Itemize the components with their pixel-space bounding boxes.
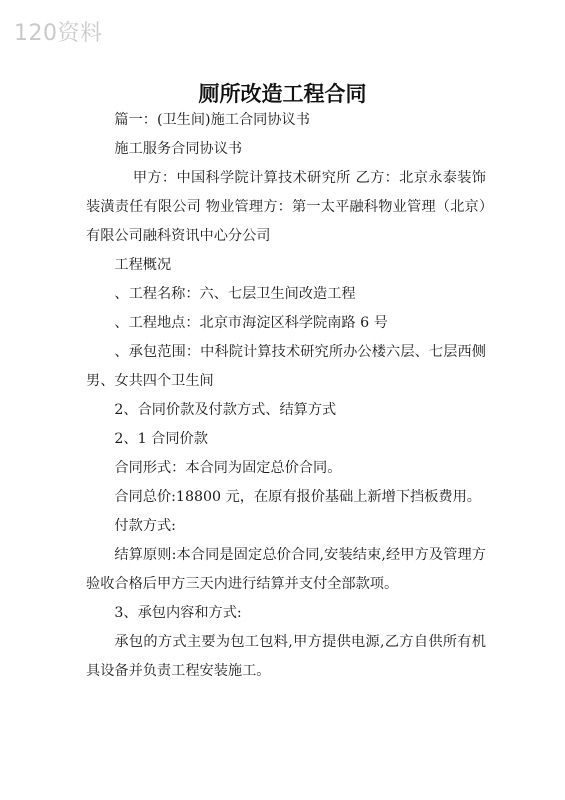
paragraph-contract-price-heading: 2、1 合同价款 bbox=[114, 431, 208, 447]
paragraph-contract-total: 合同总价:18800 元，在原有报价基础上新增下挡板费用。 bbox=[114, 489, 481, 505]
paragraph-contract-method: 承包的方式主要为包工包料,甲方提供电源,乙方自供所有机具设备并负责工程安装施工。 bbox=[86, 634, 486, 679]
paragraph-contract-scope: 、承包范围：中科院计算技术研究所办公楼六层、七层西侧男、女共四个卫生间 bbox=[86, 344, 486, 389]
paragraph-contract-form: 合同形式：本合同为固定总价合同。 bbox=[114, 460, 342, 476]
paragraph-project-name: 、工程名称：六、七层卫生间改造工程 bbox=[114, 286, 356, 302]
document-body bbox=[86, 106, 486, 686]
paragraph-settlement-principle: 结算原则:本合同是固定总价合同,安装结束,经甲方及管理方验收合格后甲方三天内进行结算并支付全部款项。 bbox=[86, 547, 486, 592]
paragraph-agreement-title: 施工服务合同协议书 bbox=[114, 141, 243, 157]
paragraph-price-payment-heading: 2、合同价款及付款方式、结算方式 bbox=[114, 402, 337, 418]
paragraph-parties: 甲方：中国科学院计算技术研究所 乙方：北京永泰装饰装潢责任有限公司 物业管理方：第一太平融科物业管理（北京）有限公司融科资讯中心分公司 bbox=[86, 170, 486, 244]
paragraph-payment-method: 付款方式: bbox=[114, 518, 176, 534]
watermark: 120资料 bbox=[14, 21, 103, 46]
paragraph-project-location: 、工程地点：北京市海淀区科学院南路 6 号 bbox=[114, 315, 388, 331]
paragraph-project-overview: 工程概况 bbox=[114, 257, 172, 273]
document-title: 厕所改造工程合同 bbox=[198, 82, 367, 106]
paragraph-section-heading: 篇一：(卫生间)施工合同协议书 bbox=[114, 112, 310, 128]
paragraph-contract-content-heading: 3、承包内容和方式: bbox=[114, 605, 242, 621]
